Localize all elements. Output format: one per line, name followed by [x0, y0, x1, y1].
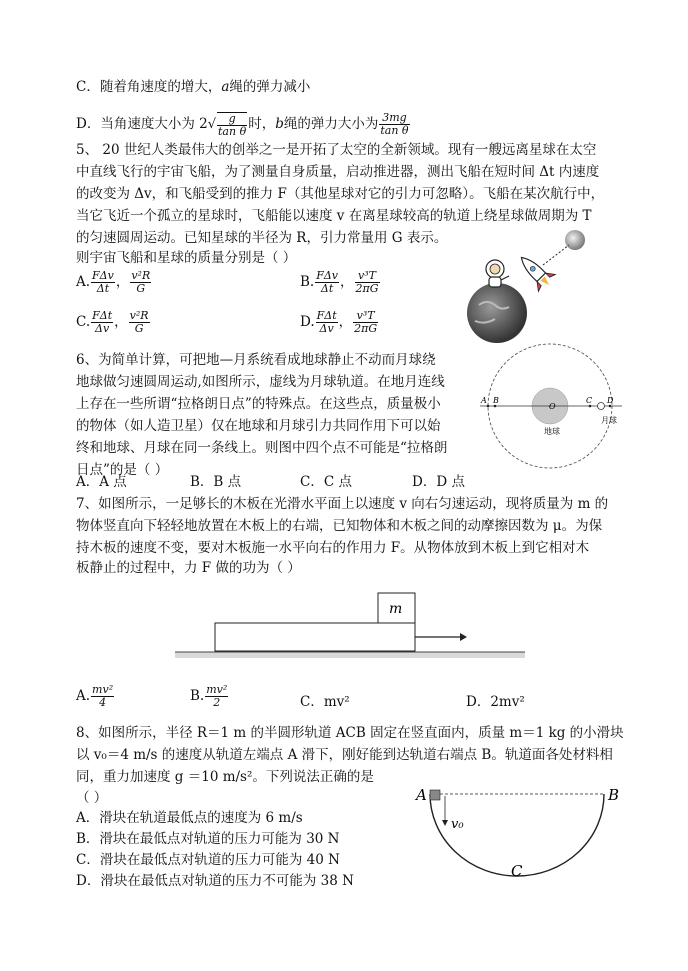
- label-moon: 月球: [601, 416, 617, 425]
- q5-line-5: 的匀速圆周运动。已知星球的半径为 R，引力常量用 G 表示。: [76, 230, 448, 246]
- planet-icon: [467, 283, 527, 343]
- q5-line-6: 则宇宙飞船和星球的质量分别是（ ）: [76, 250, 297, 266]
- arrowhead-icon: [460, 633, 467, 641]
- astronaut-icon: [486, 260, 509, 287]
- point-b: [494, 405, 497, 408]
- q5-illustration: [465, 225, 595, 345]
- label-b: B: [493, 396, 499, 405]
- slider-block: [430, 790, 440, 800]
- q7-line-1: 7、如图所示，一足够长的木板在光滑水平面上以速度 v 向右匀速运动，现将质量为 m 的: [76, 496, 609, 512]
- label-b: B: [608, 786, 620, 804]
- q5-option-d: D. $\frac{\text{FΔt}}{\Delta v}$ ， $\frac{\text{v³T}}{2\pi G}$: [300, 309, 378, 335]
- q7-option-c: C．mv²: [300, 694, 350, 710]
- point-a: [487, 405, 490, 408]
- label-c: C: [586, 396, 593, 405]
- q5-option-a: A. $\frac{\text{FΔv}}{\Delta t}$ ， $\frac{\text{v²R}}{G}$: [76, 269, 151, 295]
- q5-option-c: C. $\frac{\text{FΔt}}{\Delta v}$ ， $\frac{\text{v²R}}{G}$: [76, 309, 149, 335]
- moon-icon: [565, 230, 585, 250]
- board: [215, 623, 415, 651]
- point-d: [609, 405, 612, 408]
- q6-line-3: 上存在一些所谓“拉格朗日点”的特殊点。在这些点，质量极小: [76, 396, 441, 412]
- q8-line-2: 以 v₀＝4 m/s 的速度从轨道左端点 A 滑下，刚好能到达轨道右端点 B。轨道面各处材料相: [76, 747, 613, 763]
- label-c: C: [511, 862, 523, 880]
- ground: [175, 652, 525, 658]
- q6-option-b: B．B 点: [190, 474, 242, 490]
- label-a: A: [481, 396, 487, 405]
- moon: [598, 403, 605, 410]
- q6-line-4: 的物体（如人造卫星）仅在地球和月球引力共同作用下可以始: [76, 418, 441, 434]
- q7-option-b: B. $\frac{\text{mv²}}{2}$: [190, 683, 228, 709]
- label-d: D: [607, 396, 614, 405]
- v0-arrowhead-icon: [442, 820, 448, 826]
- q6-option-c: C．C 点: [300, 474, 352, 490]
- q7-option-a: A. $\frac{\text{mv²}}{4}$: [76, 683, 114, 709]
- q6-orbit-figure: [470, 342, 630, 470]
- q6-line-1: 6、为简单计算，可把地—月系统看成地球静止不动而月球绕: [76, 352, 436, 368]
- q5-line-4: 当它飞近一个孤立的星球时，飞船能以速度 v 在离星球较高的轨道上绕星球做周期为 T: [76, 208, 592, 224]
- q8-line-1: 8、如图所示，半径 R＝1 m 的半圆形轨道 ACB 固定在竖直面内，质量 m＝1 kg 的小滑块: [76, 725, 624, 741]
- q8-line-4: （ ）: [76, 790, 108, 806]
- block-label: m: [389, 601, 403, 617]
- q6-option-a: A．A 点: [76, 474, 127, 490]
- label-o: O: [549, 402, 556, 411]
- q7-line-3: 持木板的速度不变，要对木板施一水平向右的作用力 F。从物体放到木板上到它相对木: [76, 540, 590, 556]
- label-v0: v₀: [451, 817, 464, 832]
- q6-line-5: 终和地球、月球在同一条线上。则图中四个点不可能是“拉格朗: [76, 440, 448, 456]
- q7-option-d: D．2mv²: [466, 694, 525, 710]
- point-c: [589, 405, 592, 408]
- q6-line-2: 地球做匀速圆周运动,如图所示，虚线为月球轨道。在地月连线: [76, 374, 445, 390]
- q7-line-2: 物体竖直向下轻轻地放置在木板上的右端，已知物体和木板之间的动摩擦因数为 μ。为保: [76, 518, 603, 534]
- q5-line-1: 5、 20 世纪人类最伟大的创举之一是开拓了太空的全新领域。现有一艘远离星球在太空: [76, 142, 597, 158]
- q7-board-figure: [175, 588, 525, 660]
- q7-line-4: 板静止的过程中，力 F 做的功为（ ）: [76, 560, 301, 576]
- q5-line-2: 中直线飞行的宇宙飞船，为了测量自身质量，启动推进器，测出飞船在短时间 Δt 内速度: [76, 164, 600, 180]
- q5-line-3: 的改变为 Δv，和飞船受到的推力 F（其他星球对它的引力可忽略）。飞船在某次航行中，: [76, 186, 605, 202]
- q6-option-d: D．D 点: [412, 474, 465, 490]
- q8-option-b: B．滑块在最低点对轨道的压力可能为 30 N: [76, 831, 340, 847]
- q8-track-figure: [408, 782, 628, 882]
- q8-option-c: C．滑块在最低点对轨道的压力可能为 40 N: [76, 852, 340, 868]
- q4-option-c: C．随着角速度的增大，a绳的弹力减小: [76, 79, 311, 95]
- q4-option-d: D．当角速度大小为 2√ $\frac{g}{\text{tan θ}}$ 时，b绳的弹力大小为 $\frac{3mg}{\text{tan θ}}$: [76, 111, 409, 138]
- q8-option-a: A．滑块在轨道最低点的速度为 6 m/s: [76, 810, 303, 826]
- q5-option-b: B. $\frac{\text{FΔv}}{\Delta t}$ ， $\frac{\text{v³T}}{2\pi G}$: [300, 269, 379, 295]
- q8-line-3: 同，重力加速度 g ＝10 m/s²。下列说法正确的是: [76, 769, 374, 785]
- q8-option-d: D．滑块在最低点对轨道的压力不可能为 38 N: [76, 873, 354, 889]
- label-earth: 地球: [544, 427, 560, 436]
- rocket-icon: [513, 249, 558, 294]
- label-a: A: [416, 786, 427, 804]
- q6-line-6: 日点”的是（ ）: [76, 462, 169, 478]
